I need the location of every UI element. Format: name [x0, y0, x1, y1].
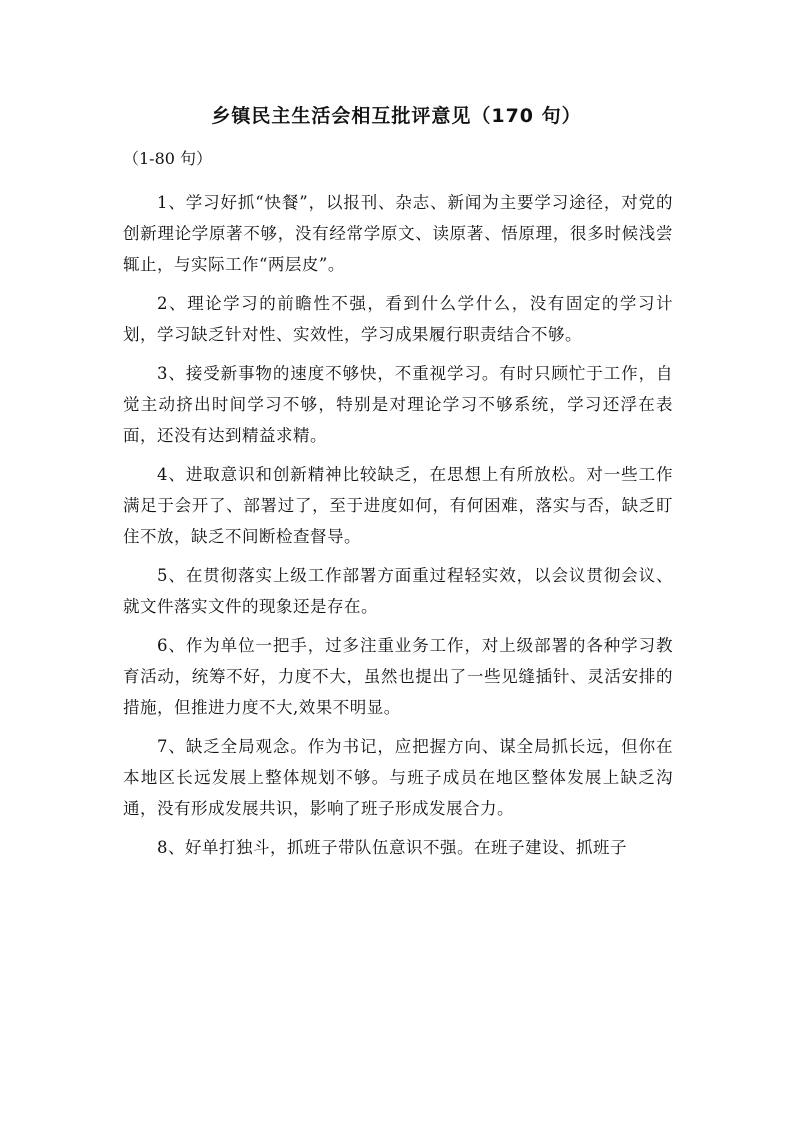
paragraph-6: 6、作为单位一把手，过多注重业务工作，对上级部署的各种学习教育活动，统筹不好，力度不大，虽然也提出了一些见缝插针、灵活安排的措施，但推进力度不大,效果不明显。 — [123, 636, 673, 717]
paragraph-5: 5、在贯彻落实上级工作部署方面重过程轻实效，以会议贯彻会议、就文件落实文件的现象还是存在。 — [123, 566, 673, 616]
document-body — [123, 187, 673, 871]
paragraph-7: 7、缺乏全局观念。作为书记，应把握方向、谋全局抓长远，但你在本地区长远发展上整体规划不够。与班子成员在地区整体发展上缺乏沟通，没有形成发展共识，影响了班子形成发展合力。 — [123, 737, 673, 818]
document-title: 乡镇民主生活会相互批评意见（170 句） — [211, 105, 582, 127]
paragraph-2: 2、理论学习的前瞻性不强，看到什么学什么，没有固定的学习计划，学习缺乏针对性、实效性，学习成果履行职责结合不够。 — [123, 294, 673, 344]
paragraph-1: 1、学习好抓“快餐”，以报刊、杂志、新闻为主要学习途径，对党的创新理论学原著不够，没有经常学原文、读原著、悟原理，很多时候浅尝辄止，与实际工作“两层皮”。 — [123, 193, 673, 274]
document-subtitle: （1-80 句） — [123, 149, 213, 168]
paragraph-8: 8、好单打独斗，抓班子带队伍意识不强。在班子建设、抓班子 — [157, 838, 627, 857]
paragraph-4: 4、进取意识和创新精神比较缺乏，在思想上有所放松。对一些工作满足于会开了、部署过了，至于进度如何，有何困难，落实与否，缺乏盯住不放，缺乏不间断检查督导。 — [123, 465, 673, 546]
paragraph-3: 3、接受新事物的速度不够快，不重视学习。有时只顾忙于工作，自觉主动挤出时间学习不够，特别是对理论学习不够系统，学习还浮在表面，还没有达到精益求精。 — [123, 364, 673, 445]
